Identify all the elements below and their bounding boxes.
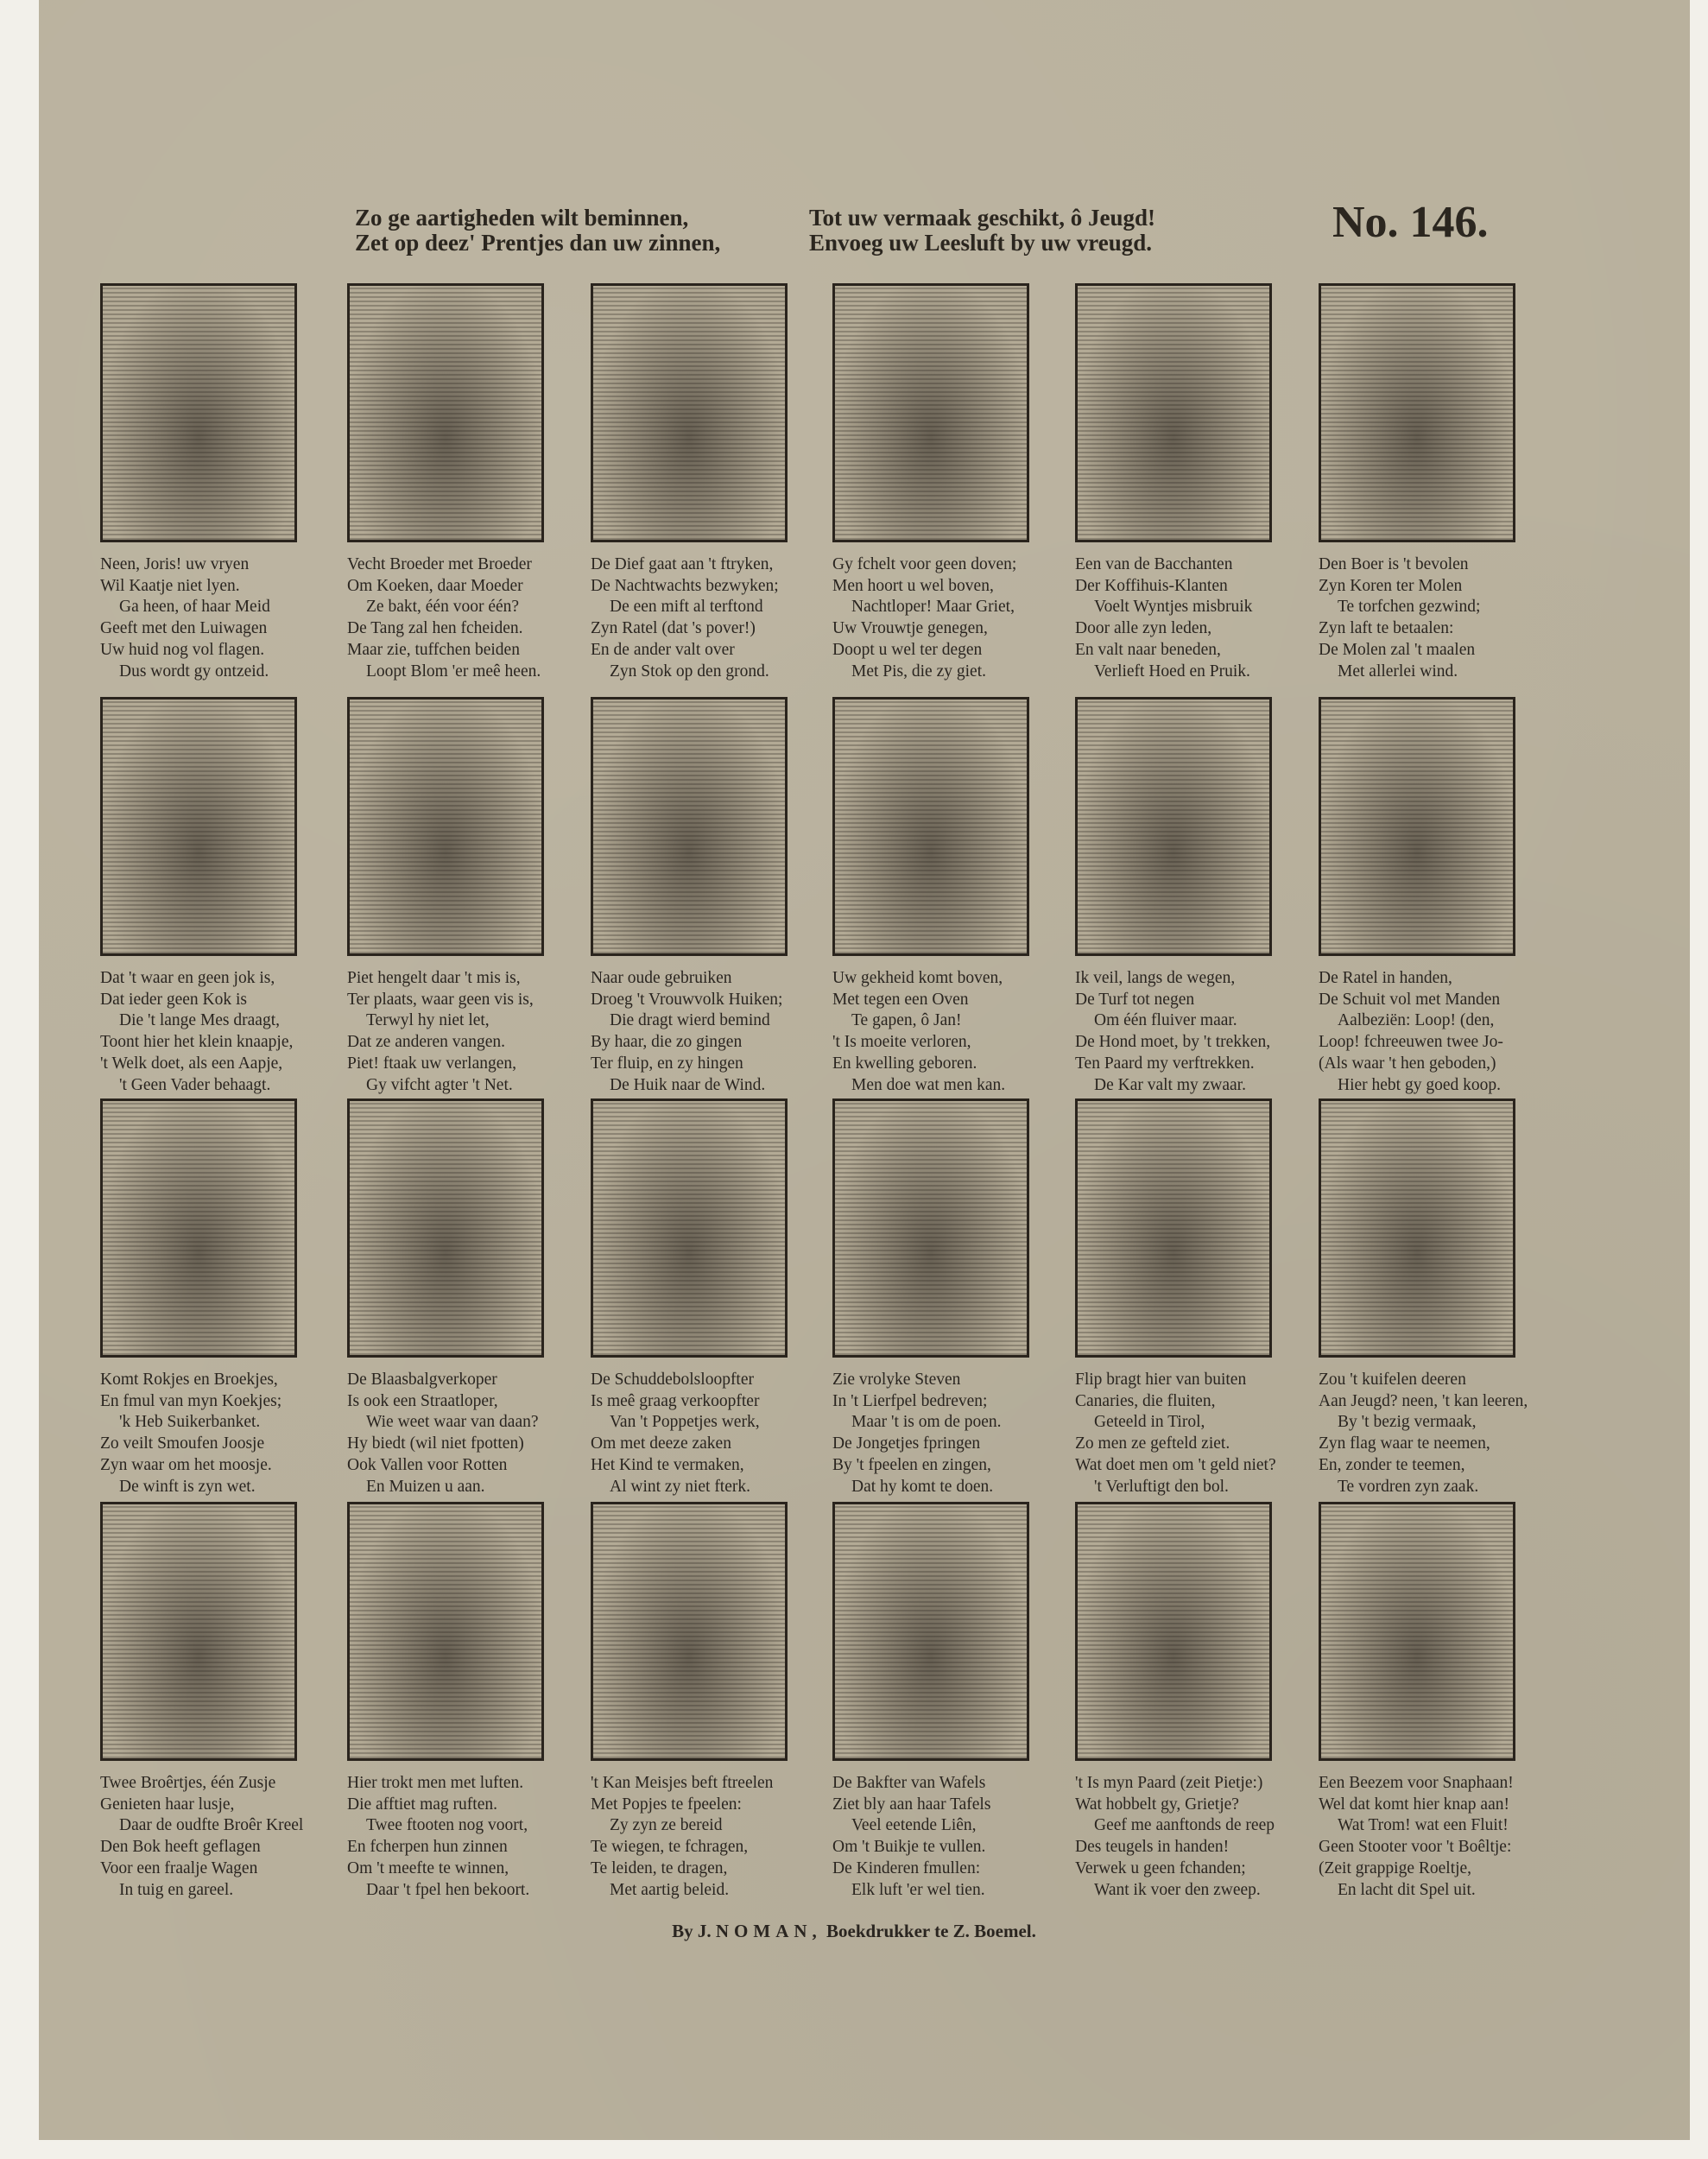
print-cell — [832, 697, 1057, 1096]
verse-line: Ze bakt, één voor één? — [366, 598, 520, 617]
woodcut-illustration — [1075, 1502, 1272, 1761]
print-cell — [100, 283, 325, 682]
header-verse-left — [355, 206, 720, 256]
verse-line: Door alle zyn leden, — [1075, 619, 1212, 638]
header-verse-right — [809, 206, 1155, 256]
verse-line: Al wint zy niet fterk. — [610, 1477, 750, 1496]
verse-line: De Hond moet, by 't trekken, — [1075, 1033, 1271, 1052]
verse-caption — [100, 1773, 325, 1901]
verse-line: Doopt u wel ter degen — [832, 640, 983, 659]
imprint-by: By J. — [672, 1921, 712, 1941]
woodcut-illustration — [1319, 697, 1515, 956]
verse-line: Der Koffihuis-Klanten — [1075, 576, 1228, 595]
verse-line: Aan Jeugd? neen, 't kan leeren, — [1319, 1391, 1528, 1410]
verse-line: De Dief gaat aan 't ftryken, — [591, 555, 774, 573]
verse-line: De Tang zal hen fcheiden. — [347, 619, 523, 638]
verse-line: Wat hobbelt gy, Grietje? — [1075, 1795, 1239, 1814]
verse-line: Piet hengelt daar 't mis is, — [347, 969, 521, 987]
verse-line: De Kinderen fmullen: — [832, 1858, 981, 1877]
print-cell — [591, 283, 815, 682]
header-verse-line: Zo ge aartigheden wilt beminnen, — [355, 205, 689, 231]
verse-line: Is ook een Straatloper, — [347, 1391, 498, 1410]
woodcut-illustration — [100, 1098, 297, 1358]
woodcut-illustration — [832, 283, 1029, 542]
print-cell — [1319, 1502, 1543, 1901]
verse-line: In tuig en gareel. — [119, 1880, 234, 1899]
verse-caption — [1319, 1370, 1543, 1497]
verse-line: Aalbeziën: Loop! (den, — [1338, 1011, 1495, 1030]
verse-line: Daar de oudfte Broêr Kreel — [119, 1816, 304, 1835]
woodcut-illustration — [591, 283, 788, 542]
verse-line: Verwek u geen fchanden; — [1075, 1858, 1246, 1877]
verse-line: Om met deeze zaken — [591, 1434, 731, 1453]
print-cell — [347, 697, 572, 1096]
verse-caption — [1075, 1773, 1300, 1901]
verse-line: Voelt Wyntjes misbruik — [1094, 598, 1253, 617]
verse-line: En kwelling geboren. — [832, 1054, 977, 1073]
verse-line: Zy zyn ze bereid — [610, 1816, 723, 1835]
verse-line: Flip bragt hier van buiten — [1075, 1371, 1247, 1389]
imprint-place: Boekdrukker te Z. Boemel. — [826, 1921, 1036, 1941]
verse-line: Ga heen, of haar Meid — [119, 598, 270, 617]
verse-line: Om één fluiver maar. — [1094, 1011, 1237, 1030]
verse-line: En, zonder te teemen, — [1319, 1455, 1465, 1474]
verse-line: Elk luft 'er wel tien. — [851, 1880, 985, 1899]
verse-line: Voor een fraalje Wagen — [100, 1858, 258, 1877]
verse-line: Te torfchen gezwind; — [1338, 598, 1481, 617]
verse-line: Ik veil, langs de wegen, — [1075, 969, 1236, 987]
verse-line: Twee ftooten nog voort, — [366, 1816, 528, 1835]
verse-caption — [591, 554, 815, 682]
verse-caption — [100, 1370, 325, 1497]
print-cell — [591, 697, 815, 1096]
verse-line: De Nachtwachts bezwyken; — [591, 576, 779, 595]
verse-line: De Jongetjes fpringen — [832, 1434, 981, 1453]
woodcut-illustration — [832, 697, 1029, 956]
woodcut-illustration — [1319, 283, 1515, 542]
verse-line: Nachtloper! Maar Griet, — [851, 598, 1015, 617]
print-cell — [832, 283, 1057, 682]
verse-line: Twee Broêrtjes, één Zusje — [100, 1774, 276, 1792]
woodcut-illustration — [1319, 1098, 1515, 1358]
verse-line: Met allerlei wind. — [1338, 662, 1458, 681]
verse-line: Een Beezem voor Snaphaan! — [1319, 1774, 1514, 1792]
verse-line: Dat ieder geen Kok is — [100, 990, 248, 1009]
verse-line: Dat hy komt te doen. — [851, 1477, 994, 1496]
verse-caption — [100, 968, 325, 1096]
verse-caption — [591, 968, 815, 1096]
verse-caption — [832, 554, 1057, 682]
woodcut-illustration — [347, 697, 544, 956]
verse-line: De een mift al terftond — [610, 598, 763, 617]
verse-line: By haar, die zo gingen — [591, 1033, 743, 1052]
verse-line: Canaries, die fluiten, — [1075, 1391, 1216, 1410]
verse-caption — [1075, 968, 1300, 1096]
print-cell — [100, 1098, 325, 1497]
header-verse-line: Tot uw vermaak geschikt, ô Jeugd! — [809, 205, 1156, 231]
verse-line: Met tegen een Oven — [832, 990, 969, 1009]
verse-line: Om Koeken, daar Moeder — [347, 576, 523, 595]
verse-line: Naar oude gebruiken — [591, 969, 732, 987]
verse-line: Maar zie, tuffchen beiden — [347, 640, 520, 659]
verse-line: Dat ze anderen vangen. — [347, 1033, 505, 1052]
print-cell — [1075, 1502, 1300, 1901]
verse-line: Uw Vrouwtje genegen, — [832, 619, 988, 638]
verse-line: Wie weet waar van daan? — [366, 1413, 539, 1432]
verse-caption — [100, 554, 325, 682]
verse-line: De Bakfter van Wafels — [832, 1774, 986, 1792]
verse-line: Ziet bly aan haar Tafels — [832, 1795, 991, 1814]
woodcut-illustration — [100, 283, 297, 542]
verse-line: Neen, Joris! uw vryen — [100, 555, 250, 573]
verse-caption — [1075, 1370, 1300, 1497]
woodcut-illustration — [347, 1502, 544, 1761]
verse-line: Zyn waar om het moosje. — [100, 1455, 272, 1474]
verse-line: Terwyl hy niet let, — [366, 1011, 490, 1030]
verse-line: Ter fluip, en zy hingen — [591, 1054, 743, 1073]
woodcut-illustration — [591, 697, 788, 956]
verse-line: Ter plaats, waar geen vis is, — [347, 990, 534, 1009]
verse-line: En de ander valt over — [591, 640, 735, 659]
verse-line: Het Kind te vermaken, — [591, 1455, 744, 1474]
verse-line: 't Geen Vader behaagt. — [119, 1075, 271, 1094]
verse-line: 't Is moeite verloren, — [832, 1033, 971, 1052]
verse-line: Van 't Poppetjes werk, — [610, 1413, 760, 1432]
verse-caption — [347, 1370, 572, 1497]
verse-line: Droeg 't Vrouwvolk Huiken; — [591, 990, 783, 1009]
print-cell — [591, 1502, 815, 1901]
print-cell — [100, 697, 325, 1096]
verse-line: Zyn Koren ter Molen — [1319, 576, 1463, 595]
print-cell — [100, 1502, 325, 1901]
verse-line: (Als waar 't hen geboden,) — [1319, 1054, 1496, 1073]
verse-line: By 't bezig vermaak, — [1338, 1413, 1477, 1432]
verse-line: Geen Stooter voor 't Boêltje: — [1319, 1838, 1512, 1857]
verse-line: Dus wordt gy ontzeid. — [119, 662, 269, 681]
verse-line: Wat doet men om 't geld niet? — [1075, 1455, 1276, 1474]
verse-line: Geteeld in Tirol, — [1094, 1413, 1205, 1432]
verse-line: Veel eetende Liên, — [851, 1816, 977, 1835]
verse-caption — [347, 1773, 572, 1901]
print-cell — [347, 1098, 572, 1497]
verse-line: En fcherpen hun zinnen — [347, 1838, 508, 1857]
verse-line: Met aartig beleid. — [610, 1880, 730, 1899]
verse-line: De Huik naar de Wind. — [610, 1075, 766, 1094]
verse-caption — [832, 968, 1057, 1096]
verse-line: Te vordren zyn zaak. — [1338, 1477, 1479, 1496]
verse-line: En Muizen u aan. — [366, 1477, 485, 1496]
verse-line: En lacht dit Spel uit. — [1338, 1880, 1476, 1899]
woodcut-illustration — [1075, 1098, 1272, 1358]
verse-line: Genieten haar lusje, — [100, 1795, 235, 1814]
verse-caption — [1075, 554, 1300, 682]
verse-line: Dat 't waar en geen jok is, — [100, 969, 275, 987]
verse-line: Ten Paard my verftrekken. — [1075, 1054, 1255, 1073]
verse-line: Vecht Broeder met Broeder — [347, 555, 532, 573]
verse-line: Maar 't is om de poen. — [851, 1413, 1002, 1432]
verse-line: Die dragt wierd bemind — [610, 1011, 770, 1030]
woodcut-illustration — [100, 1502, 297, 1761]
verse-line: Te leiden, te dragen, — [591, 1858, 728, 1877]
print-cell — [347, 1502, 572, 1901]
print-cell — [1319, 283, 1543, 682]
verse-line: Den Boer is 't bevolen — [1319, 555, 1469, 573]
verse-line: Zou 't kuifelen deeren — [1319, 1371, 1466, 1389]
verse-line: Wel dat komt hier knap aan! — [1319, 1795, 1509, 1814]
verse-line: 'k Heb Suikerbanket. — [119, 1413, 261, 1432]
woodcut-illustration — [591, 1098, 788, 1358]
verse-line: Gy vifcht agter 't Net. — [366, 1075, 513, 1094]
verse-caption — [347, 968, 572, 1096]
verse-line: Piet! ftaak uw verlangen, — [347, 1054, 517, 1073]
verse-line: Zyn Stok op den grond. — [610, 662, 769, 681]
sheet-number: No. 146. — [1332, 198, 1489, 247]
verse-line: Hier hebt gy goed koop. — [1338, 1075, 1502, 1094]
verse-caption — [1319, 554, 1543, 682]
verse-line: Gy fchelt voor geen doven; — [832, 555, 1017, 573]
verse-line: 't Verluftigt den bol. — [1094, 1477, 1229, 1496]
print-cell — [347, 283, 572, 682]
woodcut-illustration — [1319, 1502, 1515, 1761]
verse-line: Te gapen, ô Jan! — [851, 1011, 962, 1030]
verse-line: 't Kan Meisjes beft ftreelen — [591, 1774, 774, 1792]
verse-line: Zo veilt Smoufen Joosje — [100, 1434, 265, 1453]
woodcut-illustration — [591, 1502, 788, 1761]
verse-line: Wat Trom! wat een Fluit! — [1338, 1816, 1509, 1835]
verse-line: Geef me aanftonds de reep — [1094, 1816, 1275, 1835]
verse-line: Ook Vallen voor Rotten — [347, 1455, 508, 1474]
verse-caption — [832, 1773, 1057, 1901]
verse-caption — [347, 554, 572, 682]
verse-line: De Schuddebolsloopfter — [591, 1371, 755, 1389]
verse-line: De Turf tot negen — [1075, 990, 1195, 1009]
verse-line: Wil Kaatje niet lyen. — [100, 576, 240, 595]
print-cell — [832, 1502, 1057, 1901]
verse-line: Die afftiet mag ruften. — [347, 1795, 497, 1814]
verse-line: Een van de Bacchanten — [1075, 555, 1233, 573]
verse-line: Want ik voer den zweep. — [1094, 1880, 1261, 1899]
print-cell — [832, 1098, 1057, 1497]
verse-caption — [832, 1370, 1057, 1497]
verse-line: Toont hier het klein knaapje, — [100, 1033, 294, 1052]
verse-line: Zo men ze gefteld ziet. — [1075, 1434, 1230, 1453]
verse-line: Men hoort u wel boven, — [832, 576, 994, 595]
header-verse-line: Envoeg uw Leesluft by uw vreugd. — [809, 230, 1153, 256]
print-cell — [1319, 1098, 1543, 1497]
verse-line: Loopt Blom 'er meê heen. — [366, 662, 541, 681]
verse-caption — [1319, 1773, 1543, 1901]
print-cell — [1075, 1098, 1300, 1497]
verse-line: Is meê graag verkoopfter — [591, 1391, 760, 1410]
verse-line: De Kar valt my zwaar. — [1094, 1075, 1246, 1094]
verse-caption — [591, 1773, 815, 1901]
verse-line: Geeft met den Luiwagen — [100, 619, 268, 638]
verse-line: In 't Lierfpel bedreven; — [832, 1391, 988, 1410]
print-cell — [1319, 697, 1543, 1096]
verse-line: En valt naar beneden, — [1075, 640, 1221, 659]
woodcut-illustration — [832, 1098, 1029, 1358]
verse-line: De Ratel in handen, — [1319, 969, 1452, 987]
verse-line: En fmul van myn Koekjes; — [100, 1391, 282, 1410]
verse-line: 't Welk doet, als een Aapje, — [100, 1054, 283, 1073]
verse-line: Loop! fchreeuwen twee Jo- — [1319, 1033, 1503, 1052]
verse-line: Die 't lange Mes draagt, — [119, 1011, 280, 1030]
verse-line: Hy biedt (wil niet fpotten) — [347, 1434, 524, 1453]
verse-line: Uw gekheid komt boven, — [832, 969, 1003, 987]
verse-line: De Schuit vol met Manden — [1319, 990, 1501, 1009]
verse-line: By 't fpeelen en zingen, — [832, 1455, 991, 1474]
verse-line: Uw huid nog vol flagen. — [100, 640, 265, 659]
woodcut-illustration — [347, 283, 544, 542]
verse-line: Met Popjes te fpeelen: — [591, 1795, 742, 1814]
verse-line: Men doe wat men kan. — [851, 1075, 1006, 1094]
verse-caption — [591, 1370, 815, 1497]
imprint — [0, 1921, 1708, 1942]
verse-line: Zie vrolyke Steven — [832, 1371, 961, 1389]
woodcut-illustration — [832, 1502, 1029, 1761]
verse-line: Daar 't fpel hen bekoort. — [366, 1880, 530, 1899]
verse-line: Verlieft Hoed en Pruik. — [1094, 662, 1250, 681]
verse-line: De winft is zyn wet. — [119, 1477, 256, 1496]
imprint-publisher: NOMAN, — [715, 1921, 822, 1941]
verse-line: Zyn flag waar te neemen, — [1319, 1434, 1490, 1453]
woodcut-illustration — [100, 697, 297, 956]
verse-line: Zyn laft te betaalen: — [1319, 619, 1454, 638]
verse-line: 't Is myn Paard (zeit Pietje:) — [1075, 1774, 1263, 1792]
header-verse-line: Zet op deez' Prentjes dan uw zinnen, — [355, 230, 721, 256]
woodcut-illustration — [1075, 283, 1272, 542]
verse-line: Met Pis, die zy giet. — [851, 662, 986, 681]
print-cell — [591, 1098, 815, 1497]
verse-line: Om 't Buikje te vullen. — [832, 1838, 986, 1857]
print-cell — [1075, 697, 1300, 1096]
print-cell — [1075, 283, 1300, 682]
verse-line: Des teugels in handen! — [1075, 1838, 1230, 1857]
verse-caption — [1319, 968, 1543, 1096]
verse-line: (Zeit grappige Roeltje, — [1319, 1858, 1472, 1877]
verse-line: Zyn Ratel (dat 's pover!) — [591, 619, 756, 638]
verse-line: Hier trokt men met luften. — [347, 1774, 524, 1792]
verse-line: Komt Rokjes en Broekjes, — [100, 1371, 278, 1389]
verse-line: De Blaasbalgverkoper — [347, 1371, 497, 1389]
verse-line: De Molen zal 't maalen — [1319, 640, 1476, 659]
verse-line: Te wiegen, te fchragen, — [591, 1838, 749, 1857]
verse-line: Om 't meefte te winnen, — [347, 1858, 509, 1877]
verse-line: Den Bok heeft geflagen — [100, 1838, 261, 1857]
woodcut-illustration — [347, 1098, 544, 1358]
woodcut-illustration — [1075, 697, 1272, 956]
